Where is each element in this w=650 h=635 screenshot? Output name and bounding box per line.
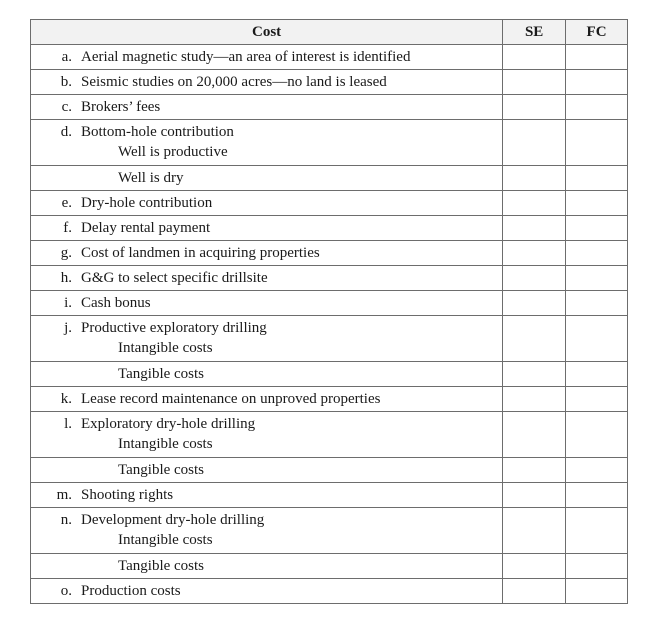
- item-subline: Intangible costs: [118, 436, 213, 452]
- table-row: [31, 70, 628, 95]
- se-answer-cell[interactable]: [503, 241, 566, 266]
- item-description: Brokers’ fees: [81, 99, 161, 115]
- item-description: Lease record maintenance on unproved properties: [81, 391, 381, 407]
- item-description: Dry-hole contribution: [81, 195, 213, 211]
- item-description: Delay rental payment: [81, 220, 211, 236]
- table-row: [31, 120, 628, 166]
- item-subline: Well is productive: [118, 144, 228, 160]
- item-letter: g.: [60, 245, 72, 261]
- se-answer-cell[interactable]: [503, 120, 566, 166]
- item-description: Bottom-hole contribution: [81, 124, 234, 140]
- table-row: [31, 387, 628, 412]
- se-answer-cell[interactable]: [503, 266, 566, 291]
- item-letter: b.: [60, 74, 72, 90]
- item-description: Shooting rights: [81, 487, 174, 503]
- header-fc: FC: [566, 20, 628, 45]
- table-row: [31, 45, 628, 70]
- se-answer-cell[interactable]: [503, 316, 566, 362]
- table-row: [31, 508, 628, 554]
- cost-cell: [31, 266, 503, 291]
- header-row: [31, 20, 628, 45]
- se-answer-cell[interactable]: [503, 166, 566, 191]
- se-answer-cell[interactable]: [503, 45, 566, 70]
- fc-answer-cell[interactable]: [566, 508, 628, 554]
- fc-answer-cell[interactable]: [566, 266, 628, 291]
- se-answer-cell[interactable]: [503, 554, 566, 579]
- cost-cell: [31, 120, 503, 166]
- item-description: Cash bonus: [81, 295, 151, 311]
- cost-cell: [31, 458, 503, 483]
- item-letter: l.: [64, 416, 72, 432]
- cost-classification-table: [30, 19, 628, 604]
- fc-answer-cell[interactable]: [566, 387, 628, 412]
- se-answer-cell[interactable]: [503, 191, 566, 216]
- fc-answer-cell[interactable]: [566, 362, 628, 387]
- cost-cell: [31, 45, 503, 70]
- cost-cell: [31, 95, 503, 120]
- item-description: Exploratory dry-hole drilling: [81, 416, 256, 432]
- cost-cell: [31, 412, 503, 458]
- item-letter: j.: [64, 320, 72, 336]
- cost-cell: [31, 508, 503, 554]
- cost-cell: [31, 216, 503, 241]
- table-row: [31, 216, 628, 241]
- cost-cell: [31, 579, 503, 604]
- item-letter: e.: [61, 195, 72, 211]
- cost-cell: [31, 241, 503, 266]
- fc-answer-cell[interactable]: [566, 45, 628, 70]
- cost-cell: [31, 362, 503, 387]
- table-row: [31, 458, 628, 483]
- fc-answer-cell[interactable]: [566, 458, 628, 483]
- table-row: [31, 241, 628, 266]
- item-description: Aerial magnetic study—an area of interest is identified: [81, 49, 411, 65]
- fc-answer-cell[interactable]: [566, 95, 628, 120]
- se-answer-cell[interactable]: [503, 579, 566, 604]
- cost-cell: [31, 554, 503, 579]
- se-answer-cell[interactable]: [503, 483, 566, 508]
- table-row: [31, 483, 628, 508]
- fc-answer-cell[interactable]: [566, 166, 628, 191]
- table-row: [31, 362, 628, 387]
- item-subline: Intangible costs: [118, 532, 213, 548]
- item-description: G&G to select specific drillsite: [81, 270, 268, 286]
- fc-answer-cell[interactable]: [566, 579, 628, 604]
- item-description: Development dry-hole drilling: [81, 512, 265, 528]
- item-description: Production costs: [81, 583, 181, 599]
- fc-answer-cell[interactable]: [566, 241, 628, 266]
- fc-answer-cell[interactable]: [566, 216, 628, 241]
- cost-cell: [31, 166, 503, 191]
- fc-answer-cell[interactable]: [566, 412, 628, 458]
- table-row: [31, 95, 628, 120]
- table-row: [31, 291, 628, 316]
- header-cost: Cost: [31, 20, 503, 45]
- cost-cell: [31, 70, 503, 95]
- table-row: [31, 191, 628, 216]
- se-answer-cell[interactable]: [503, 291, 566, 316]
- item-description: Productive exploratory drilling: [81, 320, 267, 336]
- fc-answer-cell[interactable]: [566, 291, 628, 316]
- se-answer-cell[interactable]: [503, 95, 566, 120]
- se-answer-cell[interactable]: [503, 508, 566, 554]
- se-answer-cell[interactable]: [503, 387, 566, 412]
- se-answer-cell[interactable]: [503, 362, 566, 387]
- fc-answer-cell[interactable]: [566, 483, 628, 508]
- item-letter: d.: [60, 124, 72, 140]
- item-subline: Tangible costs: [118, 366, 205, 382]
- se-answer-cell[interactable]: [503, 412, 566, 458]
- cost-cell: [31, 316, 503, 362]
- item-letter: n.: [60, 512, 72, 528]
- item-subline: Tangible costs: [118, 558, 205, 574]
- se-answer-cell[interactable]: [503, 70, 566, 95]
- item-description: Seismic studies on 20,000 acres—no land is leased: [81, 74, 387, 90]
- table-row: [31, 579, 628, 604]
- item-letter: k.: [60, 391, 72, 407]
- cost-cell: [31, 291, 503, 316]
- item-letter: a.: [61, 49, 72, 65]
- item-letter: f.: [63, 220, 72, 236]
- table-row: [31, 316, 628, 362]
- fc-answer-cell[interactable]: [566, 120, 628, 166]
- table-row: [31, 412, 628, 458]
- table-body: [31, 45, 628, 604]
- se-answer-cell[interactable]: [503, 458, 566, 483]
- table-row: [31, 266, 628, 291]
- fc-answer-cell[interactable]: [566, 70, 628, 95]
- item-letter: o.: [60, 583, 72, 599]
- cost-cell: [31, 483, 503, 508]
- se-answer-cell[interactable]: [503, 216, 566, 241]
- item-subline: Intangible costs: [118, 340, 213, 356]
- fc-answer-cell[interactable]: [566, 191, 628, 216]
- header-se: SE: [503, 20, 566, 45]
- item-letter: i.: [64, 295, 72, 311]
- item-description: Cost of landmen in acquiring properties: [81, 245, 320, 261]
- item-subline: Well is dry: [118, 170, 184, 186]
- cost-cell: [31, 387, 503, 412]
- table-row: [31, 166, 628, 191]
- fc-answer-cell[interactable]: [566, 554, 628, 579]
- item-letter: m.: [56, 487, 72, 503]
- item-letter: h.: [60, 270, 72, 286]
- item-subline: Tangible costs: [118, 462, 205, 478]
- cost-cell: [31, 191, 503, 216]
- table-row: [31, 554, 628, 579]
- fc-answer-cell[interactable]: [566, 316, 628, 362]
- item-letter: c.: [61, 99, 72, 115]
